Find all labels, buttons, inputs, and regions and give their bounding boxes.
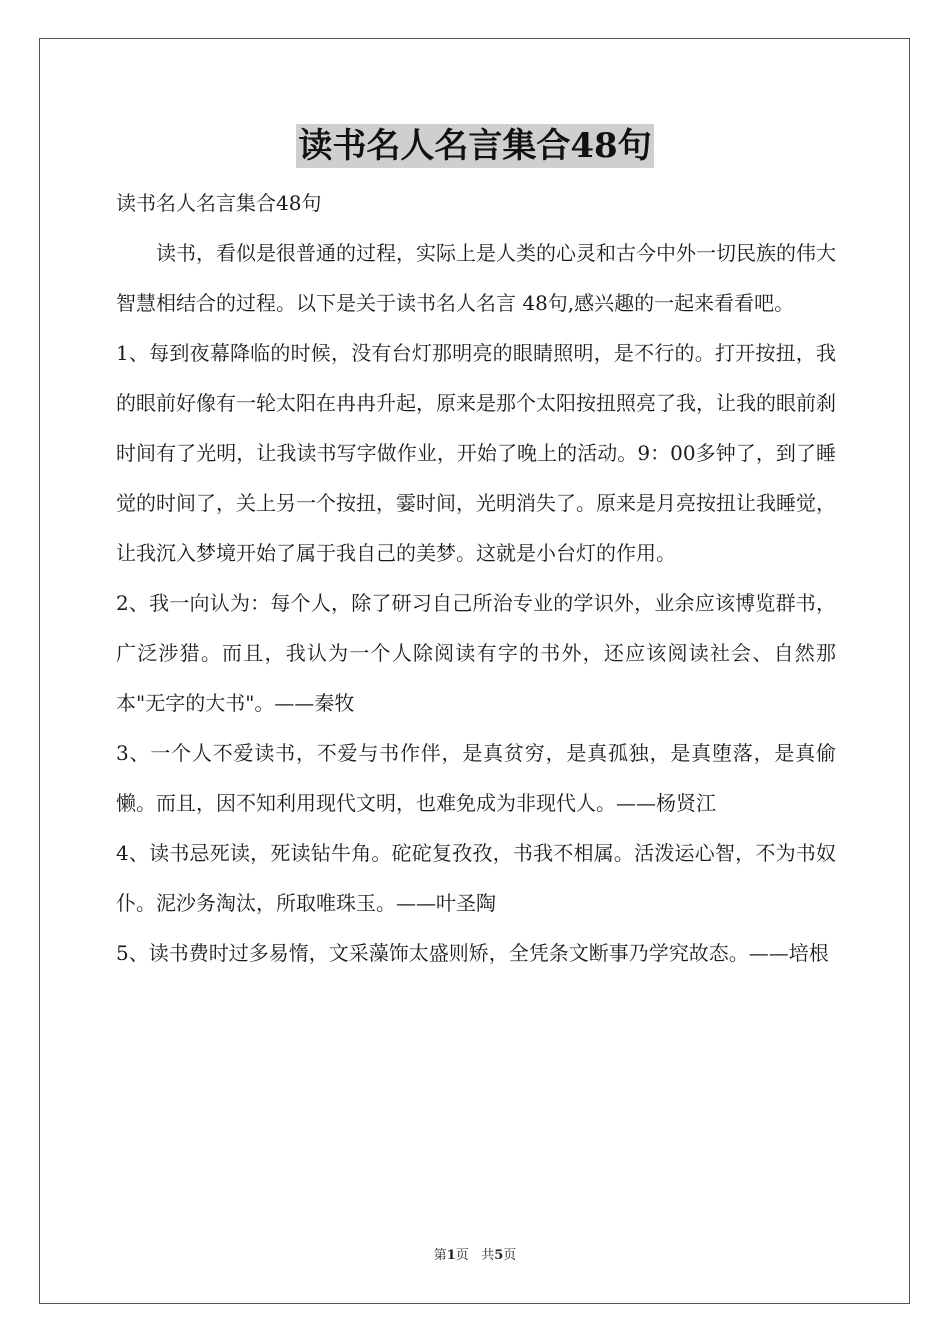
total-prefix: 共	[481, 1248, 495, 1263]
page-total: 5	[494, 1248, 504, 1263]
document-body	[116, 178, 836, 978]
quote-paragraph-4: 4、读书忌死读，死读钻牛角。砣砣复孜孜，书我不相属。活泼运心智，不为书奴仆。泥沙务淘汰，所取唯珠玉。——叶圣陶	[116, 841, 836, 915]
title-container	[0, 124, 950, 168]
quote-paragraph-3: 3、一个人不爱读书，不爱与书作伴，是真贫穷，是真孤独，是真堕落，是真偷懒。而且，因不知利用现代文明，也难免成为非现代人。——杨贤江	[116, 741, 836, 815]
page-suffix: 页	[455, 1248, 469, 1263]
page-prefix: 第	[433, 1248, 447, 1263]
document-subtitle: 读书名人名言集合48句	[116, 191, 322, 215]
quote-paragraph-1: 1、每到夜幕降临的时候，没有台灯那明亮的眼睛照明，是不行的。打开按扭，我的眼前好像有一轮太阳在冉冉升起，原来是那个太阳按扭照亮了我，让我的眼前刹时间有了光明，让我读书写字做作业，开始了晚上的活动。9：00多钟了，到了睡觉的时间了，关上另一个按扭，霎时间，光明消失了。原来是月亮按扭让我睡觉，让我沉入梦境开始了属于我自己的美梦。这就是小台灯的作用。	[116, 341, 836, 565]
quote-paragraph-5: 5、读书费时过多易惰，文采藻饰太盛则矫，全凭条文断事乃学究故态。——培根	[116, 941, 829, 965]
page-current: 1	[446, 1248, 456, 1263]
intro-paragraph: 读书，看似是很普通的过程，实际上是人类的心灵和古今中外一切民族的伟大智慧相结合的过程。以下是关于读书名人名言 48句,感兴趣的一起来看看吧。	[116, 241, 836, 315]
page-footer	[0, 1246, 950, 1266]
total-suffix: 页	[503, 1248, 517, 1263]
quote-paragraph-2: 2、我一向认为：每个人，除了研习自己所治专业的学识外，业余应该博览群书，广泛涉猎。而且，我认为一个人除阅读有字的书外，还应该阅读社会、自然那本"无字的大书"。——秦牧	[116, 591, 836, 715]
document-title: 读书名人名言集合48句	[298, 126, 652, 166]
